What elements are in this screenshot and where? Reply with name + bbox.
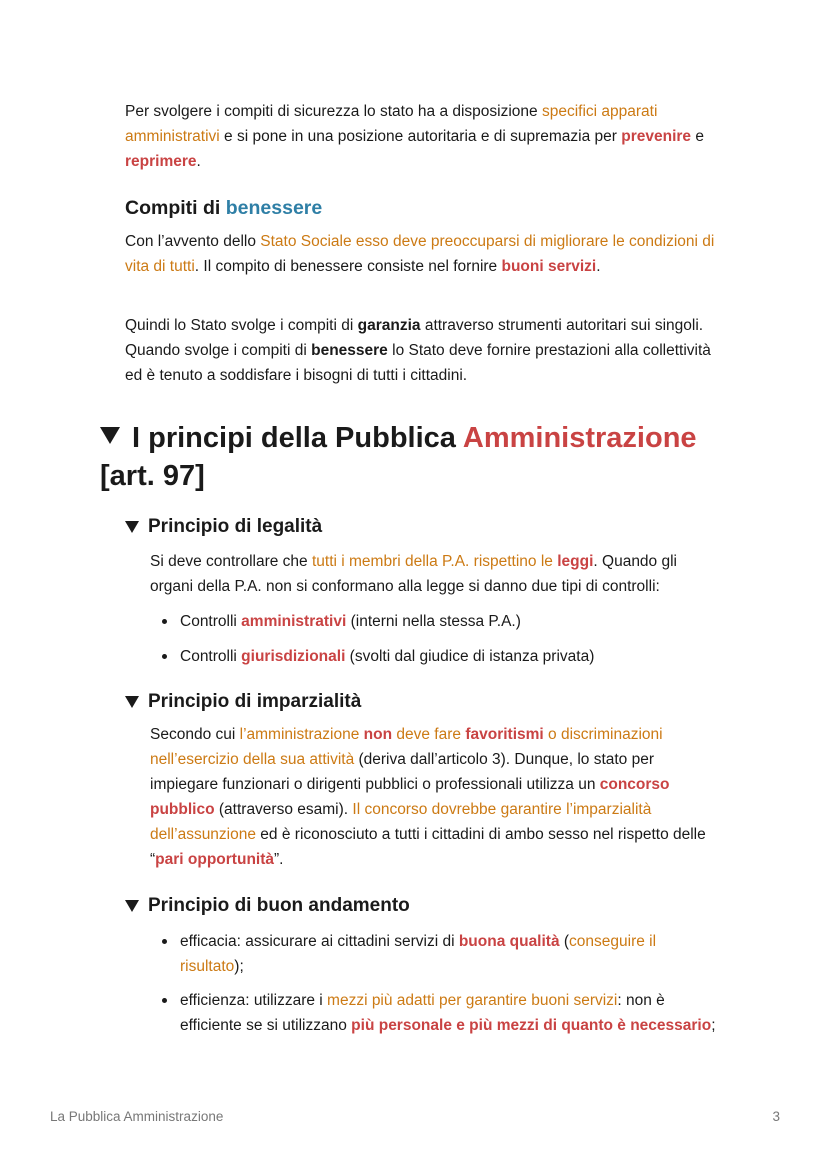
list-item: efficacia: assicurare ai cittadini servizi di buona qualità (conseguire il risultato); [150,929,720,979]
buon-andamento-toggle[interactable]: Principio di buon andamento [125,895,410,917]
buon-andamento-list [150,929,720,1038]
imparzialita-toggle[interactable]: Principio di imparzialità [125,691,361,713]
page-number: 3 [772,1109,780,1124]
legalita-paragraph: Si deve controllare che tutti i membri della P.A. rispettino le leggi. Quando gli organi della P.A. non si conformano alla legge si danno due tipi di controlli: [150,553,677,595]
benessere-paragraph-2: Quindi lo Stato svolge i compiti di garanzia attraverso strumenti autoritari sui singoli. Quando svolge i compiti di benessere lo Stato deve fornire prestazioni alla collettività ed è tenuto a soddisfare i bisogni di tutti i cittadini. [125,317,711,384]
toggle-triangle-icon[interactable] [125,900,139,912]
legalita-list [150,609,720,669]
toggle-triangle-icon[interactable] [100,427,120,444]
imparzialita-paragraph: Secondo cui l’amministrazione non deve fare favoritismi o discriminazioni nell’esercizio della sua attività (deriva dall’articolo 3). Dunque, lo stato per impiegare funzionari o dirigenti pubblici o professionali utilizza un concorso pubblico (attraverso esami). Il concorso dovrebbe garantire l’imparzialità dell’assunzione ed è riconosciuto a tutti i cittadini di ambo sesso nel rispetto delle “pari opportunità”. [150,726,706,868]
benessere-paragraph-1: Con l’avvento dello Stato Sociale esso deve preoccuparsi di migliorare le condizioni di vita di tutti. Il compito di benessere consiste nel fornire buoni servizi. [125,233,715,275]
principi-heading[interactable]: I principi della Pubblica Amministrazione [art. 97] [100,422,697,492]
toggle-triangle-icon[interactable] [125,521,139,533]
list-item: efficienza: utilizzare i mezzi più adatti per garantire buoni servizi: non è efficiente se si utilizzano più personale e più mezzi di quanto è necessario; [150,988,720,1038]
toggle-triangle-icon[interactable] [125,696,139,708]
legalita-toggle[interactable]: Principio di legalità [125,516,322,538]
footer-title: La Pubblica Amministrazione [50,1109,224,1124]
list-item: Controlli amministrativi (interni nella stessa P.A.) [150,609,720,634]
intro-paragraph: Per svolgere i compiti di sicurezza lo stato ha a disposizione specifici apparati amministrativi e si pone in una posizione autoritaria e di supremazia per prevenire e reprimere. [125,103,704,170]
list-item: Controlli giurisdizionali (svolti dal giudice di istanza privata) [150,644,720,669]
benessere-heading: Compiti di benessere [125,197,323,219]
